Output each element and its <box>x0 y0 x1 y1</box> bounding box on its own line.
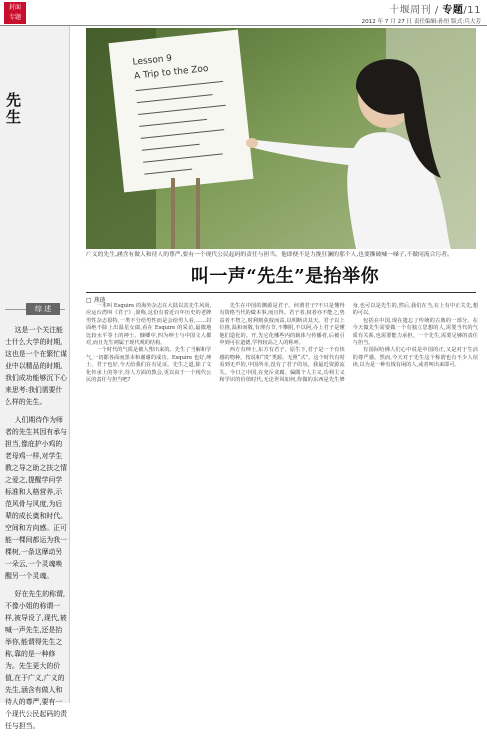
column-title: 先生 <box>6 91 22 126</box>
masthead-title: 十堰周刊 / 专题/11 <box>389 5 481 16</box>
publication-name: 十堰周刊 <box>389 5 432 16</box>
article-body <box>86 303 478 701</box>
summary-paragraph: 人们期待作为师者的先生其因有承与担当,像庇护小鸡的老母鸡一样,对学生教之导之助之扶之情之爱之,提醒学问学标准和人格营养,示范风骨与风度,为后辈的成长奠和时代。空间和方向感。正可能一棵间都运为我一棵树,一条这摩动另一朵云,一个灵魂唤醒另一个灵魂。 <box>5 416 68 580</box>
board-text-1: Lesson 9 <box>132 53 173 68</box>
teacher-at-board-image <box>86 28 476 249</box>
date-editor-line: 2012 年 7 月 27 日 责任编辑:孙恒 版式:兵大芳 <box>361 19 481 25</box>
summary-paragraph: 好在先生的称谓,不像小姐的称谓一样,被导设了,现代,被喊一声先生,还是抬举你,能谓得先生之称,靠的是一种修为。先生更大的价值,在于广义,广义的先生,涵含有做人和待人的尊严,要有一个现代公民起码的责任与担当。 <box>5 590 68 730</box>
article-paragraph: 一本叫 Esquire 的海外杂志在大陆以其先生风尚,应运台湾叫《君子》,简称,这份有着近百年历史的老牌男性杂志很特,一类不分给男性而是会给男人看,……封面绝不除上出温星女郎,看在 Esquire 的采访,最微地比较水平等士的神士、慷卿中,四为绅士与中国文人都对,而且先生则属于现代观的结构。 <box>86 303 212 347</box>
headline: 叫一声“先生”是抬举你 <box>190 266 380 287</box>
whiteboard <box>109 30 254 193</box>
photo-caption: 广义的先生,涵含有做人和待人的尊严,要有一个现代公民起码的责任与担当。他即便不是力挽狂澜的那个人,也要撕破喊一嗓子,不做同流合污者。 <box>86 252 453 258</box>
summary-paragraph: 这是一个关注能士什么大学的时期,这也是一个在繁忙谋业中以精品的时期,我们成功能够沉下心来思考:我们需要什么样的先生。 <box>5 326 68 406</box>
masthead <box>362 1 481 25</box>
headline-rule <box>86 292 476 293</box>
article-paragraph: 一个时代的气质是被人塑出来的。先生了当解和学气,一切都各面而黑本和谢谢的成功。Esquire 也好,绅士、君子也好,今天给我们在有见证。先生之道,除了文化传承上的等字,待人方面的教会,更以由于一个现代公民的责任与担当吧? <box>86 347 212 384</box>
page-number: /11 <box>463 5 481 16</box>
tag-line-2: 专题 <box>8 14 21 21</box>
tag-line-1: 封面 <box>8 4 21 11</box>
feature-photo <box>86 28 476 249</box>
section-name: 专题 <box>442 5 464 16</box>
article-paragraph: 有国际哈佛人们心中说是中国的正,又是对于生活的尊严感。然而,今天对于先生这个称谓也有不少人误读,以为是一种有钱有闲的人,或者叫出来即可。 <box>352 347 478 369</box>
article-paragraph: 西方有绅士,东方有君子。原生下,君子是一个有快感的物种。按说和“贵”类源。无照“式”。这个时代有时看到无声的,中国所幸,没有了君子的氛。我最近资源流失。今日之中国,在充斥贪腐、偏隅个人主义,功利主义和学识的价值时代,无论世风如何,你做的东西是先生修身,也可以是先生的,然后,我们在当,在上有中正关先,想的可以。 <box>219 303 478 384</box>
article-paragraph: 先生在中国的渊源是君子。何谓君子?不只是懂得有资格当代的做本事,而且得。君子者,权者亦不能之,势益者不智之,时利则获权而益,以明断决其天。君子以上位推,温和而敬,有理有节,不攀附,不以阿,办上君子是懂他们造化的。开,先它化哪些内的载体与传播者,后被引申到可在道德,学得较高之人的称呼。 <box>219 303 345 347</box>
summary-title: 综 述 <box>26 303 60 315</box>
byline: □ 燕琏 <box>86 297 106 304</box>
board-text-2: A Trip to the Zoo <box>133 63 209 82</box>
section-tag <box>4 2 26 24</box>
summary-box <box>5 324 67 738</box>
page-header <box>0 0 487 26</box>
article-paragraph: 包括在中国,现在遗忘了传统的古典的一部分。在今天做先生需要做一个有独立思想的人,需要当代的气质有关系,也需要能力承担。一个先生,需要足够的责任与担当。 <box>352 317 478 347</box>
